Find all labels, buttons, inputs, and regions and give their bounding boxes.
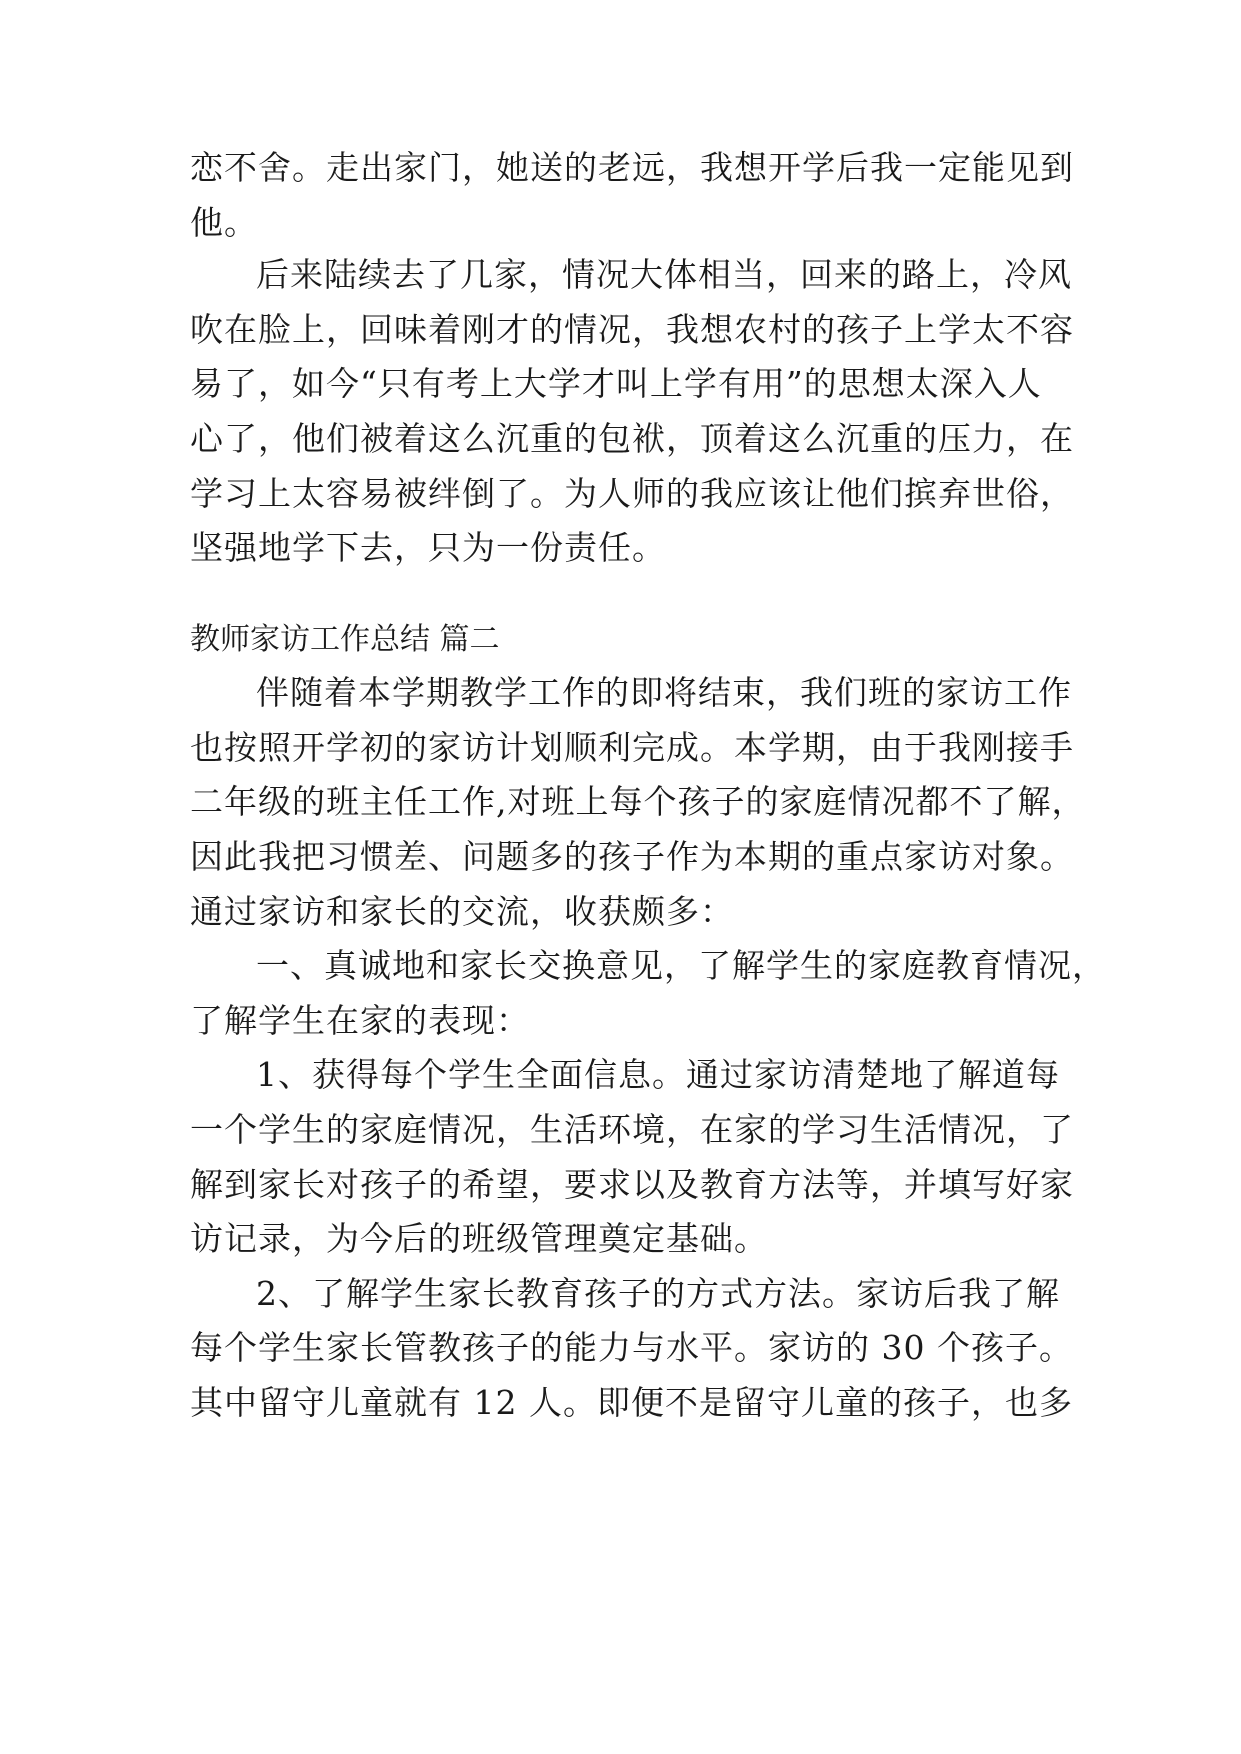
paragraph-line: 吹在脸上，回味着刚才的情况，我想农村的孩子上学太不容 — [190, 310, 1074, 349]
paragraph-line: 一个学生的家庭情况，生活环境，在家的学习生活情况，了 — [190, 1110, 1074, 1149]
paragraph-line: 易了，如今“只有考上大学才叫上学有用”的思想太深入人 — [190, 364, 1042, 403]
section-heading: 教师家访工作总结 篇二 — [190, 622, 500, 657]
paragraph-line: 访记录，为今后的班级管理奠定基础。 — [190, 1219, 768, 1258]
paragraph-line: 2、了解学生家长教育孩子的方式方法。家访后我了解 — [256, 1274, 1060, 1313]
paragraph-line: 后来陆续去了几家，情况大体相当，回来的路上，冷风 — [256, 255, 1072, 294]
paragraph-line: 一、真诚地和家长交换意见，了解学生的家庭教育情况， — [256, 946, 1106, 985]
paragraph-line: 其中留守儿童就有 12 人。即便不是留守儿童的孩子，也多 — [190, 1383, 1073, 1422]
paragraph-line: 了解学生在家的表现： — [190, 1001, 530, 1040]
paragraph-line: 伴随着本学期教学工作的即将结束，我们班的家访工作 — [256, 673, 1072, 712]
paragraph-line: 他。 — [190, 203, 258, 242]
paragraph-line: 1、获得每个学生全面信息。通过家访清楚地了解道每 — [256, 1055, 1060, 1094]
paragraph-line: 每个学生家长管教孩子的能力与水平。家访的 30 个孩子。 — [190, 1328, 1073, 1367]
paragraph-line: 坚强地学下去，只为一份责任。 — [190, 528, 666, 567]
paragraph-line: 因此我把习惯差、问题多的孩子作为本期的重点家访对象。 — [190, 837, 1074, 876]
paragraph-line: 心了，他们被着这么沉重的包袱，顶着这么沉重的压力，在 — [190, 419, 1074, 458]
paragraph-line: 学习上太容易被绊倒了。为人师的我应该让他们摈弃世俗， — [190, 474, 1074, 513]
paragraph-line: 也按照开学初的家访计划顺利完成。本学期，由于我刚接手 — [190, 728, 1074, 767]
paragraph-line: 恋不舍。走出家门，她送的老远，我想开学后我一定能见到 — [190, 148, 1074, 187]
paragraph-line: 二年级的班主任工作,对班上每个孩子的家庭情况都不了解， — [190, 782, 1086, 821]
paragraph-line: 解到家长对孩子的希望，要求以及教育方法等，并填写好家 — [190, 1165, 1074, 1204]
paragraph-line: 通过家访和家长的交流，收获颇多： — [190, 892, 734, 931]
